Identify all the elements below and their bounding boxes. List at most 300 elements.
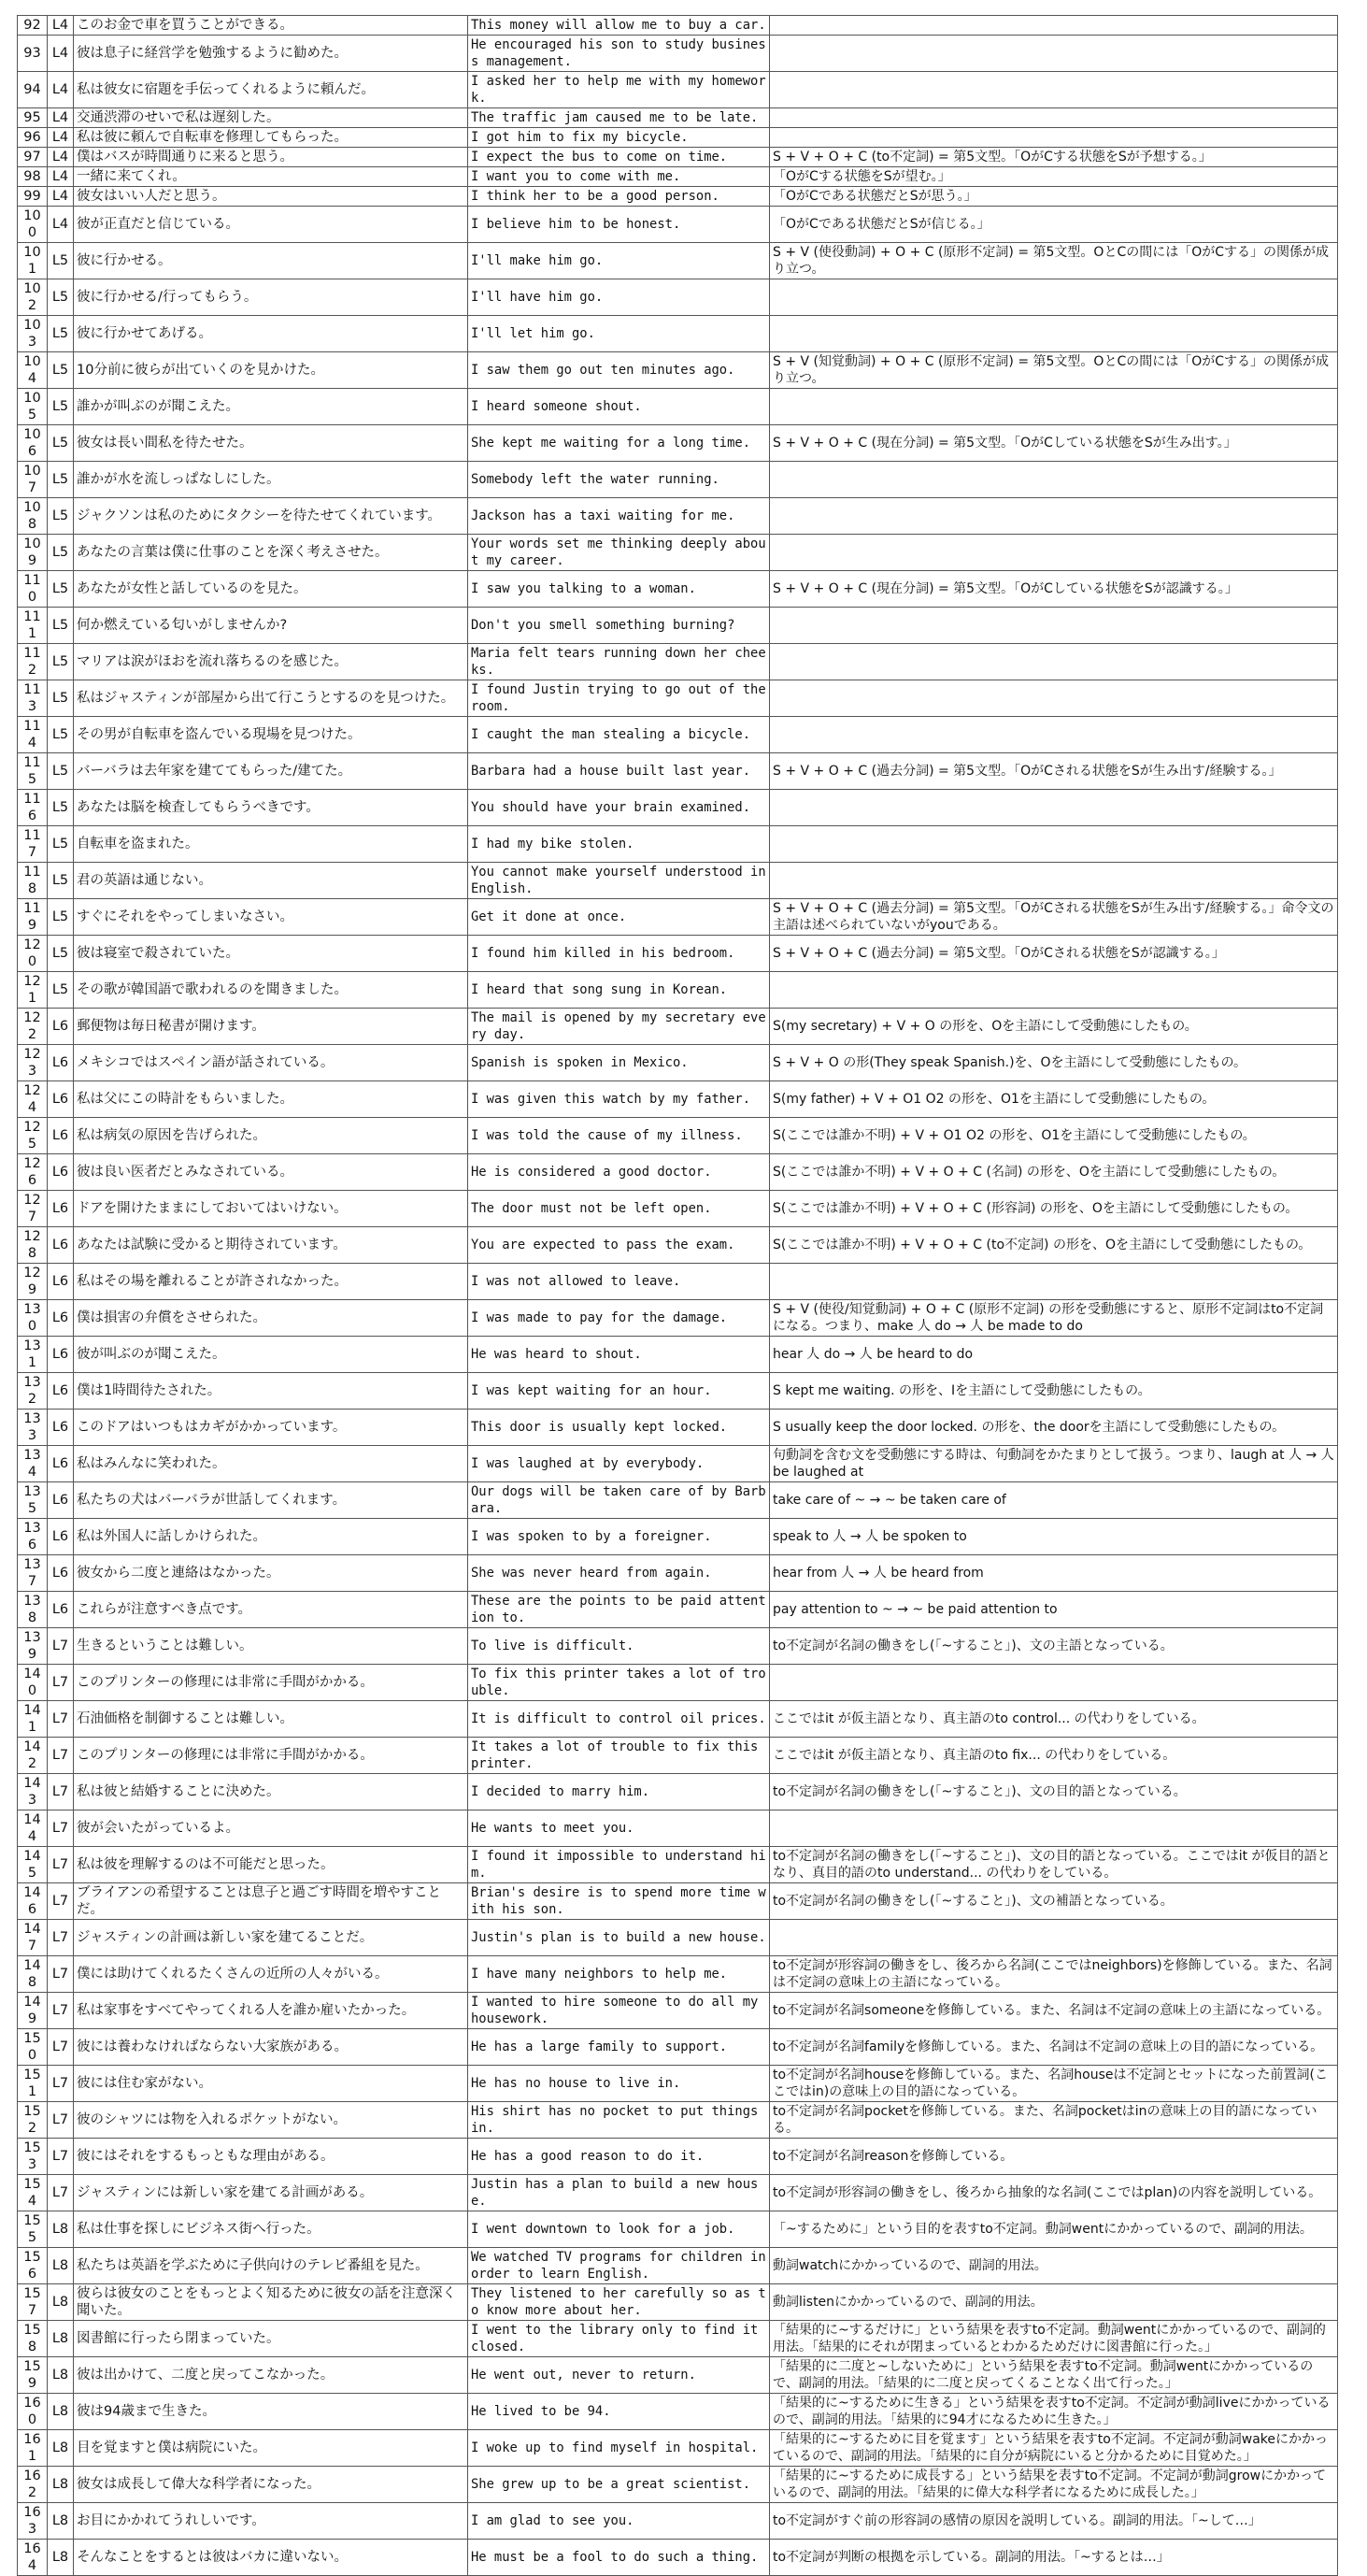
level-cell: L7 [48, 1883, 74, 1920]
grammar-note-cell: S + V + O + C (現在分詞) = 第5文型。「OがCしている状態をSが生み出す。」 [770, 425, 1338, 462]
japanese-sentence-cell: 彼は息子に経営学を勉強するように勧めた。 [74, 36, 468, 72]
row-number-cell: 162 [18, 2467, 48, 2503]
level-cell: L7 [48, 2102, 74, 2139]
level-cell: L6 [48, 1482, 74, 1519]
grammar-note-cell: to不定詞が名詞someoneを修飾している。また、名詞は不定詞の意味上の主語になっている。 [770, 1993, 1338, 2029]
level-cell: L6 [48, 1191, 74, 1227]
grammar-note-cell [770, 16, 1338, 36]
level-cell: L5 [48, 936, 74, 972]
row-number-cell: 155 [18, 2211, 48, 2248]
level-cell: L7 [48, 1847, 74, 1883]
english-sentence-cell: I had my bike stolen. [468, 826, 770, 863]
english-sentence-cell: I was spoken to by a foreigner. [468, 1519, 770, 1555]
grammar-note-cell: S + V + O + C (過去分詞) = 第5文型。「OがCされる状態をSが生み出す/経験する。」 [770, 753, 1338, 790]
japanese-sentence-cell: ジャスティンの計画は新しい家を建てることだ。 [74, 1920, 468, 1956]
row-number-cell: 151 [18, 2066, 48, 2102]
level-cell: L6 [48, 1555, 74, 1592]
row-number-cell: 136 [18, 1519, 48, 1555]
level-cell: L6 [48, 1300, 74, 1337]
japanese-sentence-cell: 僕は損害の弁償をさせられた。 [74, 1300, 468, 1337]
japanese-sentence-cell: 私は彼と結婚することに決めた。 [74, 1774, 468, 1810]
table-row [18, 2467, 1338, 2503]
row-number-cell: 131 [18, 1337, 48, 1373]
grammar-note-cell: to不定詞が形容詞の働きをし、後ろから抽象的な名詞(ここではplan)の内容を説明している。 [770, 2175, 1338, 2211]
level-cell: L6 [48, 1519, 74, 1555]
grammar-note-cell: S + V + O + C (過去分詞) = 第5文型。「OがCされる状態をSが生み出す/経験する。」命令文の主語は述べられていないがyouである。 [770, 899, 1338, 936]
table-row [18, 1592, 1338, 1628]
japanese-sentence-cell: 彼にはそれをするもっともな理由がある。 [74, 2139, 468, 2175]
level-cell: L4 [48, 167, 74, 187]
english-sentence-cell: Justin's plan is to build a new house. [468, 1920, 770, 1956]
table-row [18, 108, 1338, 128]
english-sentence-cell: He must be a fool to do such a thing. [468, 2540, 770, 2576]
english-sentence-cell: I'll let him go. [468, 316, 770, 352]
grammar-note-cell [770, 608, 1338, 644]
japanese-sentence-cell: 僕はバスが時間通りに来ると思う。 [74, 148, 468, 167]
table-row [18, 2066, 1338, 2102]
table-row [18, 899, 1338, 936]
table-row [18, 1665, 1338, 1701]
english-sentence-cell: I got him to fix my bicycle. [468, 128, 770, 148]
grammar-note-cell: to不定詞が名詞の働きをし(「~すること」)、文の主語となっている。 [770, 1628, 1338, 1665]
english-sentence-cell: I expect the bus to come on time. [468, 148, 770, 167]
table-row [18, 1118, 1338, 1154]
row-number-cell: 133 [18, 1410, 48, 1446]
level-cell: L6 [48, 1446, 74, 1482]
grammar-note-cell: S + V + O + C (過去分詞) = 第5文型。「OがCされる状態をSが認識する。」 [770, 936, 1338, 972]
japanese-sentence-cell: 私は病気の原因を告げられた。 [74, 1118, 468, 1154]
row-number-cell: 122 [18, 1009, 48, 1045]
level-cell: L6 [48, 1227, 74, 1264]
row-number-cell: 99 [18, 187, 48, 207]
level-cell: L8 [48, 2248, 74, 2284]
japanese-sentence-cell: 生きるということは難しい。 [74, 1628, 468, 1665]
japanese-sentence-cell: 何か燃えている匂いがしませんか? [74, 608, 468, 644]
english-sentence-cell: I heard that song sung in Korean. [468, 972, 770, 1009]
level-cell: L5 [48, 316, 74, 352]
japanese-sentence-cell: 私は外国人に話しかけられた。 [74, 1519, 468, 1555]
grammar-note-cell [770, 36, 1338, 72]
row-number-cell: 115 [18, 753, 48, 790]
table-row [18, 1410, 1338, 1446]
english-sentence-cell: I was told the cause of my illness. [468, 1118, 770, 1154]
english-sentence-cell: She kept me waiting for a long time. [468, 425, 770, 462]
row-number-cell: 147 [18, 1920, 48, 1956]
table-row [18, 167, 1338, 187]
grammar-note-cell [770, 535, 1338, 571]
english-sentence-cell: His shirt has no pocket to put things in. [468, 2102, 770, 2139]
table-row [18, 644, 1338, 680]
grammar-note-cell: S + V + O + C (現在分詞) = 第5文型。「OがCしている状態をSが認識する。」 [770, 571, 1338, 608]
table-row [18, 2211, 1338, 2248]
row-number-cell: 159 [18, 2357, 48, 2394]
japanese-sentence-cell: 一緒に来てくれ。 [74, 167, 468, 187]
table-row [18, 753, 1338, 790]
level-cell: L4 [48, 148, 74, 167]
japanese-sentence-cell: 私は仕事を探しにビジネス街へ行った。 [74, 2211, 468, 2248]
grammar-note-cell [770, 972, 1338, 1009]
row-number-cell: 114 [18, 717, 48, 753]
table-row [18, 2503, 1338, 2540]
level-cell: L8 [48, 2503, 74, 2540]
row-number-cell: 158 [18, 2321, 48, 2357]
english-sentence-cell: I decided to marry him. [468, 1774, 770, 1810]
english-sentence-cell: Somebody left the water running. [468, 462, 770, 498]
japanese-sentence-cell: 彼女は成長して偉大な科学者になった。 [74, 2467, 468, 2503]
japanese-sentence-cell: これらが注意すべき点です。 [74, 1592, 468, 1628]
level-cell: L6 [48, 1410, 74, 1446]
japanese-sentence-cell: 石油価格を制御することは難しい。 [74, 1701, 468, 1738]
table-row [18, 1373, 1338, 1410]
level-cell: L4 [48, 128, 74, 148]
english-sentence-cell: We watched TV programs for children in order to learn English. [468, 2248, 770, 2284]
row-number-cell: 104 [18, 352, 48, 389]
row-number-cell: 130 [18, 1300, 48, 1337]
level-cell: L7 [48, 1810, 74, 1847]
table-row [18, 1701, 1338, 1738]
grammar-note-cell: 「結果的に~するために成長する」という結果を表すto不定詞。不定詞が動詞growにかかっているので、副詞的用法。「結果的に偉大な科学者になるために成長した。」 [770, 2467, 1338, 2503]
japanese-sentence-cell: 僕は1時間待たされた。 [74, 1373, 468, 1410]
grammar-note-cell [770, 462, 1338, 498]
english-sentence-cell: She was never heard from again. [468, 1555, 770, 1592]
english-sentence-cell: You cannot make yourself understood in English. [468, 863, 770, 899]
table-row [18, 36, 1338, 72]
japanese-sentence-cell: 彼が正直だと信じている。 [74, 207, 468, 243]
row-number-cell: 143 [18, 1774, 48, 1810]
english-sentence-cell: I caught the man stealing a bicycle. [468, 717, 770, 753]
english-sentence-cell: I wanted to hire someone to do all my housework. [468, 1993, 770, 2029]
row-number-cell: 116 [18, 790, 48, 826]
row-number-cell: 138 [18, 1592, 48, 1628]
japanese-sentence-cell: 彼女は長い間私を待たせた。 [74, 425, 468, 462]
level-cell: L6 [48, 1118, 74, 1154]
english-sentence-cell: Get it done at once. [468, 899, 770, 936]
grammar-note-cell: S(my secretary) + V + O の形を、Oを主語にして受動態にしたもの。 [770, 1009, 1338, 1045]
japanese-sentence-cell: 彼に行かせる。 [74, 243, 468, 279]
table-row [18, 2394, 1338, 2430]
english-sentence-cell: He went out, never to return. [468, 2357, 770, 2394]
level-cell: L6 [48, 1009, 74, 1045]
grammar-note-cell: 「結果的に二度と~しないために」という結果を表すto不定詞。動詞wentにかかっているので、副詞的用法。「結果的に二度と戻ってくることなく出て行った。」 [770, 2357, 1338, 2394]
japanese-sentence-cell: 私たちは英語を学ぶために子供向けのテレビ番組を見た。 [74, 2248, 468, 2284]
grammar-note-cell: to不定詞が名詞の働きをし(「~すること」)、文の補語となっている。 [770, 1883, 1338, 1920]
row-number-cell: 149 [18, 1993, 48, 2029]
level-cell: L4 [48, 108, 74, 128]
level-cell: L7 [48, 1628, 74, 1665]
level-cell: L6 [48, 1264, 74, 1300]
english-sentence-cell: I heard someone shout. [468, 389, 770, 425]
japanese-sentence-cell: 自転車を盗まれた。 [74, 826, 468, 863]
grammar-note-cell [770, 1264, 1338, 1300]
japanese-sentence-cell: あなたは試験に受かると期待されています。 [74, 1227, 468, 1264]
english-sentence-cell: Our dogs will be taken care of by Barbara. [468, 1482, 770, 1519]
row-number-cell: 121 [18, 972, 48, 1009]
grammar-note-cell: to不定詞が名詞の働きをし(「~すること」)、文の目的語となっている。ここではit が仮目的語となり、真目的語のto understand... の代わりをしている。 [770, 1847, 1338, 1883]
english-sentence-cell: They listened to her carefully so as to know more about her. [468, 2284, 770, 2321]
level-cell: L5 [48, 680, 74, 717]
level-cell: L8 [48, 2357, 74, 2394]
english-sentence-cell: I am glad to see you. [468, 2503, 770, 2540]
table-row [18, 936, 1338, 972]
japanese-sentence-cell: 誰かが叫ぶのが聞こえた。 [74, 389, 468, 425]
level-cell: L6 [48, 1373, 74, 1410]
row-number-cell: 127 [18, 1191, 48, 1227]
grammar-note-cell [770, 863, 1338, 899]
grammar-note-cell [770, 790, 1338, 826]
japanese-sentence-cell: メキシコではスペイン語が話されている。 [74, 1045, 468, 1081]
grammar-note-cell [770, 316, 1338, 352]
japanese-sentence-cell: ジャスティンには新しい家を建てる計画がある。 [74, 2175, 468, 2211]
level-cell: L6 [48, 1081, 74, 1118]
table-row [18, 1446, 1338, 1482]
grammar-note-cell: S(ここでは誰か不明) + V + O + C (名詞) の形を、Oを主語にして受動態にしたもの。 [770, 1154, 1338, 1191]
english-sentence-cell: I saw you talking to a woman. [468, 571, 770, 608]
row-number-cell: 150 [18, 2029, 48, 2066]
japanese-sentence-cell: 私は家事をすべてやってくれる人を誰か雇いたかった。 [74, 1993, 468, 2029]
grammar-note-cell: S + V (使役動詞) + O + C (原形不定詞) = 第5文型。OとCの間には「OがCする」の関係が成り立つ。 [770, 243, 1338, 279]
grammar-note-cell: S(ここでは誰か不明) + V + O + C (形容詞) の形を、Oを主語にして受動態にしたもの。 [770, 1191, 1338, 1227]
row-number-cell: 153 [18, 2139, 48, 2175]
table-row [18, 279, 1338, 316]
level-cell: L5 [48, 498, 74, 535]
japanese-sentence-cell: 私は彼に頼んで自転車を修理してもらった。 [74, 128, 468, 148]
grammar-note-cell: take care of ~ → ~ be taken care of [770, 1482, 1338, 1519]
english-sentence-cell: He lived to be 94. [468, 2394, 770, 2430]
table-row [18, 72, 1338, 108]
table-row [18, 2029, 1338, 2066]
level-cell: L7 [48, 2066, 74, 2102]
table-row [18, 2430, 1338, 2467]
grammar-note-cell: 「~するために」という目的を表すto不定詞。動詞wentにかかっているので、副詞的用法。 [770, 2211, 1338, 2248]
japanese-sentence-cell: 私は彼女に宿題を手伝ってくれるように頼んだ。 [74, 72, 468, 108]
level-cell: L7 [48, 1956, 74, 1993]
level-cell: L8 [48, 2467, 74, 2503]
table-row [18, 717, 1338, 753]
level-cell: L6 [48, 1337, 74, 1373]
japanese-sentence-cell: 僕には助けてくれるたくさんの近所の人々がいる。 [74, 1956, 468, 1993]
english-sentence-cell: To fix this printer takes a lot of trouble. [468, 1665, 770, 1701]
level-cell: L5 [48, 389, 74, 425]
table-row [18, 571, 1338, 608]
row-number-cell: 113 [18, 680, 48, 717]
table-row [18, 1956, 1338, 1993]
table-row [18, 2139, 1338, 2175]
table-row [18, 1920, 1338, 1956]
table-row [18, 16, 1338, 36]
english-sentence-cell: I want you to come with me. [468, 167, 770, 187]
english-sentence-cell: Your words set me thinking deeply about my career. [468, 535, 770, 571]
grammar-note-cell [770, 389, 1338, 425]
grammar-note-cell: to不定詞が名詞pocketを修飾している。また、名詞pocketはinの意味上の目的語になっている。 [770, 2102, 1338, 2139]
english-sentence-cell: He encouraged his son to study business management. [468, 36, 770, 72]
row-number-cell: 146 [18, 1883, 48, 1920]
table-row [18, 1482, 1338, 1519]
grammar-note-cell: S + V (使役/知覚動詞) + O + C (原形不定詞) の形を受動態にすると、原形不定詞はto不定詞になる。つまり、make 人 do → 人 be made to do [770, 1300, 1338, 1337]
japanese-sentence-cell: 図書館に行ったら閉まっていた。 [74, 2321, 468, 2357]
english-sentence-cell: I found Justin trying to go out of the room. [468, 680, 770, 717]
table-row [18, 1009, 1338, 1045]
grammar-note-cell: hear 人 do → 人 be heard to do [770, 1337, 1338, 1373]
level-cell: L6 [48, 1045, 74, 1081]
english-sentence-cell: I asked her to help me with my homework. [468, 72, 770, 108]
level-cell: L8 [48, 2394, 74, 2430]
level-cell: L5 [48, 279, 74, 316]
japanese-sentence-cell: 彼には養わなければならない大家族がある。 [74, 2029, 468, 2066]
english-sentence-cell: I saw them go out ten minutes ago. [468, 352, 770, 389]
english-sentence-cell: I have many neighbors to help me. [468, 1956, 770, 1993]
japanese-sentence-cell: 彼が叫ぶのが聞こえた。 [74, 1337, 468, 1373]
english-sentence-cell: It takes a lot of trouble to fix this printer. [468, 1738, 770, 1774]
grammar-note-cell [770, 1920, 1338, 1956]
level-cell: L7 [48, 1701, 74, 1738]
level-cell: L6 [48, 1592, 74, 1628]
japanese-sentence-cell: バーバラは去年家を建ててもらった/建てた。 [74, 753, 468, 790]
level-cell: L5 [48, 462, 74, 498]
table-row [18, 1738, 1338, 1774]
row-number-cell: 109 [18, 535, 48, 571]
level-cell: L5 [48, 826, 74, 863]
english-sentence-cell: She grew up to be a great scientist. [468, 2467, 770, 2503]
japanese-sentence-cell: このドアはいつもはカギがかかっています。 [74, 1410, 468, 1446]
english-sentence-cell: I went downtown to look for a job. [468, 2211, 770, 2248]
japanese-sentence-cell: 目を覚ますと僕は病院にいた。 [74, 2430, 468, 2467]
row-number-cell: 152 [18, 2102, 48, 2139]
japanese-sentence-cell: その男が自転車を盗んでいる現場を見つけた。 [74, 717, 468, 753]
row-number-cell: 129 [18, 1264, 48, 1300]
grammar-note-cell: 「結果的に~するために目を覚ます」という結果を表すto不定詞。不定詞が動詞wakeにかかっているので、副詞的用法。「結果的に自分が病院にいると分かるために目覚めた。」 [770, 2430, 1338, 2467]
row-number-cell: 97 [18, 148, 48, 167]
english-sentence-cell: I found it impossible to understand him. [468, 1847, 770, 1883]
row-number-cell: 101 [18, 243, 48, 279]
english-sentence-cell: It is difficult to control oil prices. [468, 1701, 770, 1738]
table-row [18, 425, 1338, 462]
table-row [18, 187, 1338, 207]
row-number-cell: 100 [18, 207, 48, 243]
japanese-sentence-cell: 私たちの犬はバーバラが世話してくれます。 [74, 1482, 468, 1519]
japanese-sentence-cell: 誰かが水を流しっぱなしにした。 [74, 462, 468, 498]
japanese-sentence-cell: 君の英語は通じない。 [74, 863, 468, 899]
english-sentence-cell: This door is usually kept locked. [468, 1410, 770, 1446]
level-cell: L7 [48, 2175, 74, 2211]
level-cell: L8 [48, 2321, 74, 2357]
grammar-note-cell: to不定詞が名詞の働きをし(「~すること」)、文の目的語となっている。 [770, 1774, 1338, 1810]
japanese-sentence-cell: あなたは脳を検査してもらうべきです。 [74, 790, 468, 826]
english-sentence-cell: He has no house to live in. [468, 2066, 770, 2102]
grammar-note-cell: 「OがCである状態だとSが思う。」 [770, 187, 1338, 207]
grammar-note-cell: S kept me waiting. の形を、Iを主語にして受動態にしたもの。 [770, 1373, 1338, 1410]
table-row [18, 1045, 1338, 1081]
english-sentence-cell: Jackson has a taxi waiting for me. [468, 498, 770, 535]
grammar-note-cell: speak to 人 → 人 be spoken to [770, 1519, 1338, 1555]
row-number-cell: 161 [18, 2430, 48, 2467]
english-sentence-cell: I think her to be a good person. [468, 187, 770, 207]
japanese-sentence-cell: マリアは涙がほおを流れ落ちるのを感じた。 [74, 644, 468, 680]
grammar-note-cell: 動詞listenにかかっているので、副詞的用法。 [770, 2284, 1338, 2321]
row-number-cell: 94 [18, 72, 48, 108]
row-number-cell: 156 [18, 2248, 48, 2284]
row-number-cell: 92 [18, 16, 48, 36]
japanese-sentence-cell: 私はその場を離れることが許されなかった。 [74, 1264, 468, 1300]
japanese-sentence-cell: 私は父にこの時計をもらいました。 [74, 1081, 468, 1118]
grammar-note-cell: S + V + O + C (to不定詞) = 第5文型。「OがCする状態をSが予想する。」 [770, 148, 1338, 167]
english-sentence-cell: I found him killed in his bedroom. [468, 936, 770, 972]
table-row [18, 1264, 1338, 1300]
level-cell: L7 [48, 1993, 74, 2029]
row-number-cell: 112 [18, 644, 48, 680]
japanese-sentence-cell: 彼女から二度と連絡はなかった。 [74, 1555, 468, 1592]
english-sentence-cell: This money will allow me to buy a car. [468, 16, 770, 36]
row-number-cell: 140 [18, 1665, 48, 1701]
english-sentence-cell: Brian's desire is to spend more time with his son. [468, 1883, 770, 1920]
english-sentence-cell: These are the points to be paid attention to. [468, 1592, 770, 1628]
japanese-sentence-cell: あなたが女性と話しているのを見た。 [74, 571, 468, 608]
english-sentence-cell: You are expected to pass the exam. [468, 1227, 770, 1264]
grammar-note-cell: to不定詞がすぐ前の形容詞の感情の原因を説明している。副詞的用法。「~して…」 [770, 2503, 1338, 2540]
table-row [18, 2540, 1338, 2576]
grammar-note-cell: 「OがCする状態をSが望む。」 [770, 167, 1338, 187]
row-number-cell: 132 [18, 1373, 48, 1410]
table-row [18, 1337, 1338, 1373]
level-cell: L5 [48, 753, 74, 790]
japanese-sentence-cell: ドアを開けたままにしておいてはいけない。 [74, 1191, 468, 1227]
row-number-cell: 154 [18, 2175, 48, 2211]
table-row [18, 608, 1338, 644]
table-row [18, 352, 1338, 389]
row-number-cell: 141 [18, 1701, 48, 1738]
table-row [18, 1154, 1338, 1191]
english-sentence-cell: He has a good reason to do it. [468, 2139, 770, 2175]
table-row [18, 148, 1338, 167]
grammar-note-cell: S(ここでは誰か不明) + V + O1 O2 の形を、O1を主語にして受動態にしたもの。 [770, 1118, 1338, 1154]
grammar-note-cell: to不定詞が形容詞の働きをし、後ろから名詞(ここではneighbors)を修飾している。また、名詞は不定詞の意味上の主語になっている。 [770, 1956, 1338, 1993]
row-number-cell: 137 [18, 1555, 48, 1592]
japanese-sentence-cell: ブライアンの希望することは息子と過ごす時間を増やすことだ。 [74, 1883, 468, 1920]
japanese-sentence-cell: 彼は94歳まで生きた。 [74, 2394, 468, 2430]
english-sentence-cell: I woke up to find myself in hospital. [468, 2430, 770, 2467]
table-row [18, 1993, 1338, 2029]
table-row [18, 2321, 1338, 2357]
grammar-note-cell: ここではit が仮主語となり、真主語のto control... の代わりをしている。 [770, 1701, 1338, 1738]
level-cell: L8 [48, 2430, 74, 2467]
english-sentence-cell: You should have your brain examined. [468, 790, 770, 826]
english-sentence-cell: The mail is opened by my secretary every day. [468, 1009, 770, 1045]
table-row [18, 207, 1338, 243]
phrase-table-body [18, 16, 1338, 2576]
level-cell: L5 [48, 425, 74, 462]
row-number-cell: 106 [18, 425, 48, 462]
grammar-note-cell [770, 680, 1338, 717]
english-sentence-cell: Justin has a plan to build a new house. [468, 2175, 770, 2211]
level-cell: L8 [48, 2540, 74, 2576]
level-cell: L5 [48, 790, 74, 826]
japanese-sentence-cell: お目にかかれてうれしいです。 [74, 2503, 468, 2540]
row-number-cell: 157 [18, 2284, 48, 2321]
table-row [18, 1519, 1338, 1555]
table-row [18, 243, 1338, 279]
level-cell: L5 [48, 243, 74, 279]
level-cell: L5 [48, 972, 74, 1009]
table-row [18, 2102, 1338, 2139]
japanese-sentence-cell: 10分前に彼らが出ていくのを見かけた。 [74, 352, 468, 389]
table-row [18, 389, 1338, 425]
japanese-sentence-cell: 私はジャスティンが部屋から出て行こうとするのを見つけた。 [74, 680, 468, 717]
english-sentence-cell: I was laughed at by everybody. [468, 1446, 770, 1482]
english-sentence-cell: The traffic jam caused me to be late. [468, 108, 770, 128]
level-cell: L5 [48, 608, 74, 644]
level-cell: L4 [48, 36, 74, 72]
table-row [18, 2284, 1338, 2321]
level-cell: L4 [48, 207, 74, 243]
